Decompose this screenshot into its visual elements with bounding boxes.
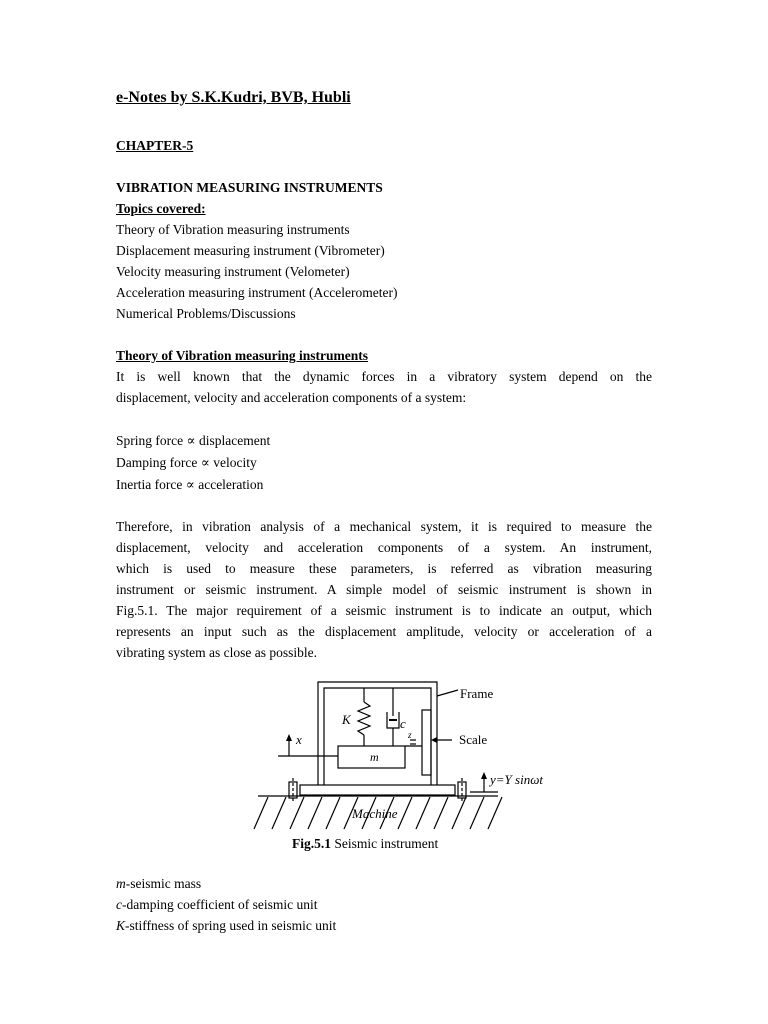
topic-item: Displacement measuring instrument (Vibrometer) <box>116 243 385 258</box>
mass-label: m <box>370 750 379 764</box>
figure-caption-text: Seismic instrument <box>331 836 439 851</box>
proportional-line: Spring force ∝ displacement <box>116 433 271 448</box>
base-plate <box>300 785 455 795</box>
legend-symbol: K <box>116 918 126 933</box>
legend-text: -damping coefficient of seismic unit <box>122 897 318 912</box>
paragraph-line: instrument or seismic instrument. A simple model of seismic instrument is shown in <box>116 582 652 597</box>
paragraph-line: displacement, velocity and acceleration components of a system. An instrument, <box>116 540 652 555</box>
relative-displacement-label: z <box>408 730 412 740</box>
legend-symbol: c <box>116 897 122 912</box>
topic-item: Acceleration measuring instrument (Accelerometer) <box>116 285 398 300</box>
legend-symbol: m <box>116 876 126 891</box>
scale-label: Scale <box>459 732 488 747</box>
paragraph-line: It is well known that the dynamic forces in a vibratory system depend on the <box>116 369 652 384</box>
frame-label: Frame <box>460 686 494 701</box>
document-header-title: e-Notes by S.K.Kudri, BVB, Hubli <box>116 89 351 106</box>
paragraph-line: Therefore, in vibration analysis of a mechanical system, it is required to measure the <box>116 519 652 534</box>
displacement-x-label: x <box>296 732 302 747</box>
damping-label: c <box>400 716 406 731</box>
figure-number: Fig.5.1 <box>292 836 331 851</box>
topic-item: Theory of Vibration measuring instruments <box>116 222 350 237</box>
spring-stiffness-label: K <box>342 712 351 727</box>
machine-label: Machine <box>352 806 398 821</box>
legend-text: -seismic mass <box>125 876 202 891</box>
frame-outer <box>318 682 437 785</box>
topic-item: Numerical Problems/Discussions <box>116 306 296 321</box>
paragraph-line: represents an input such as the displacement amplitude, velocity or acceleration of a <box>116 624 652 639</box>
paragraph-line: Fig.5.1. The major requirement of a seismic instrument is to indicate an output, which <box>116 603 652 618</box>
base-motion-label: y=Y sinωt <box>490 772 543 787</box>
proportional-line: Damping force ∝ velocity <box>116 455 257 470</box>
paragraph-line: displacement, velocity and acceleration components of a system: <box>116 390 467 405</box>
theory-heading: Theory of Vibration measuring instruments <box>116 348 369 363</box>
proportional-line: Inertia force ∝ acceleration <box>116 477 264 492</box>
paragraph-line: which is used to measure these parameters, is referred as vibration measuring <box>116 561 652 576</box>
scale-bar <box>422 710 431 775</box>
section-title: VIBRATION MEASURING INSTRUMENTS <box>116 180 383 195</box>
legend-text: -stiffness of spring used in seismic unit <box>125 918 337 933</box>
paragraph-line: vibrating system as close as possible. <box>116 645 317 660</box>
frame-inner <box>324 688 431 785</box>
chapter-heading: CHAPTER-5 <box>116 138 194 153</box>
damper <box>387 688 399 746</box>
figure-caption <box>292 836 438 852</box>
topic-item: Velocity measuring instrument (Velometer) <box>116 264 350 279</box>
topics-heading: Topics covered: <box>116 201 206 216</box>
spring <box>358 688 370 746</box>
